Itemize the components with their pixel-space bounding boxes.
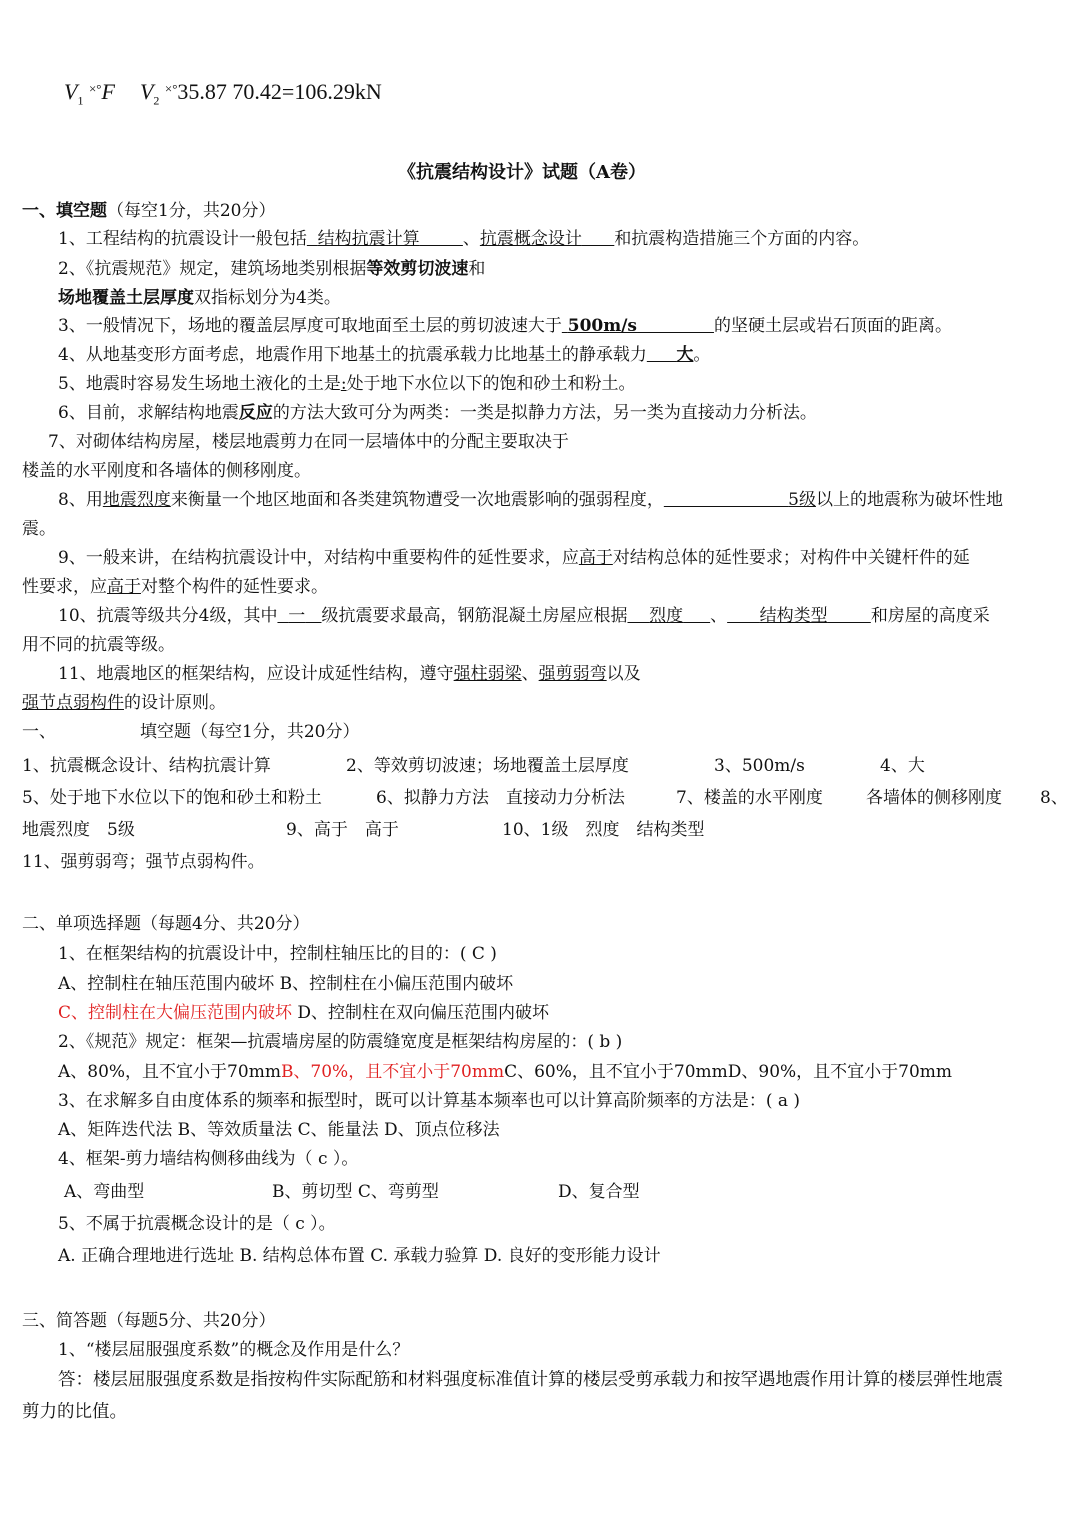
section1-score: （每空1分，共20分） bbox=[107, 201, 276, 221]
mc-q1-option-d: D、控制柱在双向偏压范围内破坏 bbox=[292, 1003, 550, 1023]
sa-a1-line2: 剪力的比值。 bbox=[22, 1402, 127, 1422]
mc-q1-option-c: C、控制柱在大偏压范围内破坏 bbox=[58, 1003, 293, 1023]
answer-4: 4、大 bbox=[880, 756, 925, 776]
formula-mark1: ×° bbox=[88, 81, 102, 96]
page-title: 《抗震结构设计》试题（A卷） bbox=[398, 162, 646, 183]
q1-line bbox=[58, 228, 869, 250]
mc-q5-options: A. 正确合理地进行选址 B. 结构总体布置 C. 承载力验算 D. 良好的变形能力设计 bbox=[58, 1246, 661, 1266]
q3-text-a: 3、一般情况下，场地的覆盖层厚度可取地面至土层的剪切波速大于 bbox=[58, 316, 562, 336]
section1-heading-text: 一、填空题 bbox=[22, 201, 107, 221]
mc-q2: 2、《规范》规定：框架—抗震墙房屋的防震缝宽度是框架结构房屋的：( b ) bbox=[58, 1032, 623, 1052]
q2-text-c: 和 bbox=[468, 259, 486, 279]
sa-q1: 1、“楼层屈服强度系数”的概念及作用是什么？ bbox=[58, 1340, 410, 1360]
q11-answer2: 强剪弱弯 bbox=[538, 664, 607, 684]
q4-line bbox=[58, 344, 710, 366]
q10-answer3: 结构类型 bbox=[759, 606, 828, 626]
q6-line bbox=[58, 402, 817, 424]
q11-text-d: 的设计原则。 bbox=[124, 693, 226, 713]
q7-line1: 7、对砌体结构房屋，楼层地震剪力在同一层墙体中的分配主要取决于 bbox=[48, 432, 569, 452]
mc-q4-option-d: D、复合型 bbox=[558, 1182, 640, 1202]
mc-q2-option-cd: C、60%，且不宜小于70mmD、90%，且不宜小于70mm bbox=[504, 1062, 953, 1082]
formula-line bbox=[64, 78, 382, 111]
section3-heading: 三、简答题（每题5分、共20分） bbox=[22, 1311, 276, 1331]
mc-q4-option-bc: B、剪切型 C、弯剪型 bbox=[272, 1182, 439, 1202]
q1-text-b: 、 bbox=[462, 229, 480, 249]
q9-text-c: 性要求，应 bbox=[22, 577, 107, 597]
mc-q3-options: A、矩阵迭代法 B、等效质量法 C、能量法 D、顶点位移法 bbox=[58, 1120, 500, 1140]
q8-answer1: 地震烈度 bbox=[102, 490, 171, 510]
formula-v2: V bbox=[139, 79, 154, 104]
answer-7: 7、楼盖的水平刚度 bbox=[676, 788, 823, 808]
answer-1: 1、抗震概念设计、结构抗震计算 bbox=[22, 756, 271, 776]
q4-answer: 大 bbox=[676, 345, 694, 365]
q2-line2 bbox=[58, 287, 341, 309]
mc-q2-options bbox=[58, 1061, 952, 1083]
q11-line2 bbox=[22, 692, 226, 714]
q9-answer1: 高于 bbox=[578, 548, 613, 568]
q11-text-c: 以及 bbox=[606, 664, 641, 684]
mc-q4: 4、框架-剪力墙结构侧移曲线为（ c ）。 bbox=[58, 1149, 359, 1169]
q4-text-a: 4、从地基变形方面考虑，地震作用下地基土的抗震承载力比地基土的静承载力 bbox=[58, 345, 647, 365]
q9-text-d: 对整个构件的延性要求。 bbox=[141, 577, 328, 597]
q1-blank1 bbox=[307, 229, 463, 249]
q8-line1 bbox=[58, 489, 1003, 511]
answer-9: 9、高于 高于 bbox=[286, 820, 399, 840]
q5-text-a: 5、地震时容易发生场地土液化的土是 bbox=[58, 374, 341, 394]
q11-line1 bbox=[58, 663, 641, 685]
q11-text-b: 、 bbox=[521, 664, 539, 684]
q2-text-a: 2、《抗震规范》规定，建筑场地类别根据 bbox=[58, 259, 367, 279]
q2-text-d: 双指标划分为4类。 bbox=[194, 288, 341, 308]
answer-2: 2、等效剪切波速；场地覆盖土层厚度 bbox=[346, 756, 629, 776]
q10-text-a: 10、抗震等级共分4级，其中 bbox=[58, 606, 278, 626]
answer-6: 6、拟静力方法 直接动力分析法 bbox=[376, 788, 625, 808]
q8-blank2 bbox=[664, 490, 816, 510]
q10-text-d: 和房屋的高度采 bbox=[870, 606, 990, 626]
q11-text-a: 11、地震地区的框架结构，应设计成延性结构，遵守 bbox=[58, 664, 454, 684]
q3-text-c: 的坚硬土层或岩石顶面的距离。 bbox=[713, 316, 952, 336]
q3-blank bbox=[562, 316, 714, 336]
q11-answer3: 强节点弱构件 bbox=[22, 693, 124, 713]
q9-text-a: 9、一般来讲，在结构抗震设计中，对结构中重要构件的延性要求，应 bbox=[58, 548, 579, 568]
answer-11: 11、强剪弱弯；强节点弱构件。 bbox=[22, 852, 265, 872]
q5-line bbox=[58, 373, 636, 395]
answer-5: 5、处于地下水位以下的饱和砂土和粉土 bbox=[22, 788, 322, 808]
q8-text-b: 来衡量一个地区地面和各类建筑物遭受一次地震影响的强弱程度， bbox=[170, 490, 664, 510]
mc-q1-options2 bbox=[58, 1002, 549, 1024]
q9-line1 bbox=[58, 547, 970, 569]
mc-q1-options: A、控制柱在轴压范围内破坏 B、控制柱在小偏压范围内破坏 bbox=[58, 974, 514, 994]
q10-answer2: 烈度 bbox=[649, 606, 684, 626]
q10-answer1: 一 bbox=[288, 606, 306, 626]
q10-blank1 bbox=[277, 606, 321, 626]
q6-answer: 反应 bbox=[238, 403, 273, 423]
q10-line1 bbox=[58, 605, 990, 627]
mc-q5: 5、不属于抗震概念设计的是（ c ）。 bbox=[58, 1214, 336, 1234]
formula-sub2: 2 bbox=[153, 93, 160, 108]
q10-line2: 用不同的抗震等级。 bbox=[22, 635, 175, 655]
q10-text-b: 级抗震要求最高，钢筋混凝土房屋应根据 bbox=[321, 606, 628, 626]
section1-heading bbox=[22, 200, 275, 222]
q3-line bbox=[58, 315, 952, 337]
q2-answer1: 等效剪切波速 bbox=[366, 259, 469, 279]
q10-blank2 bbox=[627, 606, 710, 626]
q8-text-a: 8、用 bbox=[58, 490, 103, 510]
q2-line1 bbox=[58, 258, 485, 280]
q9-text-b: 对结构总体的延性要求；对构件中关键杆件的延 bbox=[612, 548, 970, 568]
q5-text-c: 处于地下水位以下的饱和砂土和粉土。 bbox=[346, 374, 636, 394]
q1-blank2 bbox=[480, 229, 614, 249]
answer-heading: 一、 bbox=[22, 722, 56, 742]
q4-blank bbox=[647, 345, 694, 365]
mc-q1: 1、在框架结构的抗震设计中，控制柱轴压比的目的：( C ) bbox=[58, 944, 497, 964]
q1-text-c: 和抗震构造措施三个方面的内容。 bbox=[614, 229, 870, 249]
q9-line2 bbox=[22, 576, 328, 598]
answer-10: 10、1级 烈度 结构类型 bbox=[502, 820, 705, 840]
q10-text-c: 、 bbox=[710, 606, 728, 626]
mc-q2-option-a: A、80%，且不宜小于70mm bbox=[58, 1062, 281, 1082]
q4-text-c: 。 bbox=[693, 345, 711, 365]
q6-text-c: 的方法大致可分为两类：一类是拟静力方法，另一类为直接动力分析法。 bbox=[272, 403, 817, 423]
q1-answer2: 抗震概念设计 bbox=[479, 229, 582, 249]
q5-blank: : bbox=[340, 374, 347, 394]
q1-answer1: 结构抗震计算 bbox=[317, 229, 420, 249]
q9-answer2: 高于 bbox=[107, 577, 141, 597]
answer-3: 3、500m/s bbox=[714, 756, 805, 776]
formula-mark2: ×° bbox=[164, 81, 178, 96]
q1-text-a: 1、工程结构的抗震设计一般包括 bbox=[58, 229, 307, 249]
q2-answer2: 场地覆盖土层厚度 bbox=[58, 288, 194, 308]
answer-7b: 各墙体的侧移刚度 bbox=[866, 788, 1002, 808]
sa-a1-line1: 答：楼层屈服强度系数是指按构件实际配筋和材料强度标准值计算的楼层受剪承载力和按罕遇地震作用计算的楼层弹性地震 bbox=[58, 1370, 1003, 1390]
formula-sub1: 1 bbox=[77, 93, 84, 108]
formula-result: 35.87 70.42=106.29kN bbox=[177, 79, 382, 104]
section2-heading: 二、单项选择题（每题4分、共20分） bbox=[22, 914, 310, 934]
q8-line2: 震。 bbox=[22, 519, 56, 539]
mc-q4-option-a: A、弯曲型 bbox=[64, 1182, 145, 1202]
answer-8b: 地震烈度 5级 bbox=[22, 820, 135, 840]
answer-8: 8、 bbox=[1040, 788, 1068, 808]
answer-title: 填空题（每空1分，共20分） bbox=[140, 722, 360, 742]
q11-answer1: 强柱弱梁 bbox=[453, 664, 522, 684]
formula-v1: V bbox=[64, 79, 78, 104]
mc-q2-option-b: B、70%，且不宜小于70mm bbox=[280, 1062, 505, 1082]
mc-q3: 3、在求解多自由度体系的频率和振型时，既可以计算基本频率也可以计算高阶频率的方法是：( a ) bbox=[58, 1091, 801, 1111]
q3-answer: 500m/s bbox=[567, 316, 638, 336]
q8-text-c: 以上的地震称为破坏性地 bbox=[815, 490, 1003, 510]
q8-answer2: 5级 bbox=[788, 490, 816, 510]
q6-text-a: 6、目前，求解结构地震 bbox=[58, 403, 239, 423]
formula-f1: F bbox=[101, 79, 115, 104]
q10-blank3 bbox=[727, 606, 871, 626]
q7-line2: 楼盖的水平刚度和各墙体的侧移刚度。 bbox=[22, 461, 311, 481]
